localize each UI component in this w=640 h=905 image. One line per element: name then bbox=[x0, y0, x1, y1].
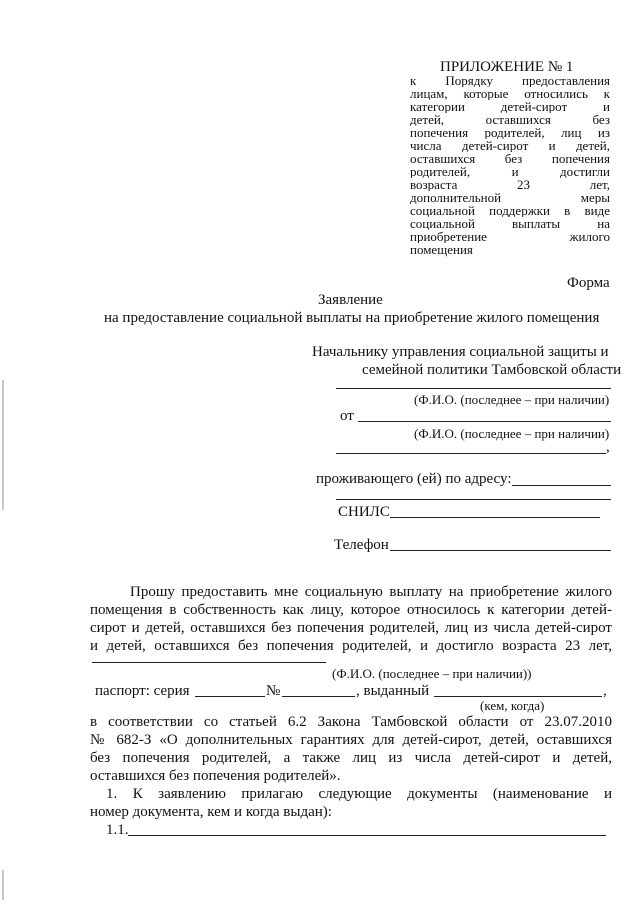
appendix-title: ПРИЛОЖЕНИЕ № 1 bbox=[440, 59, 574, 75]
law-paragraph-line: № 682-З «О дополнительных гарантиях для детей-сирот, детей, оставшихся bbox=[90, 733, 612, 748]
appendix-line: приобретение жилого bbox=[410, 230, 610, 243]
scan-margin-mark bbox=[2, 380, 4, 510]
appendix-line: социальной поддержки в виде bbox=[410, 204, 610, 217]
addressee-line2: семейной политики Тамбовской области bbox=[362, 362, 622, 378]
phone-label: Телефон bbox=[334, 537, 389, 553]
appendix-line: дополнительной меры bbox=[410, 191, 610, 204]
person-fio-field[interactable] bbox=[92, 662, 326, 663]
law-paragraph-line: оставшихся без попечения родителей». bbox=[90, 768, 341, 784]
passport-number-field[interactable] bbox=[282, 696, 355, 697]
phone-field[interactable] bbox=[390, 550, 611, 551]
issued-by-field[interactable] bbox=[434, 696, 602, 697]
request-paragraph-line: сирот и детей, оставшихся без попечения родителей, лиц из числа детей-сирот bbox=[90, 621, 612, 636]
form-label: Форма bbox=[567, 275, 610, 291]
appendix-line: детей, оставшихся без bbox=[410, 113, 610, 126]
item1-line: 1. К заявлению прилагаю следующие документы (наименование и bbox=[106, 787, 612, 802]
request-paragraph-line: и детей, оставшихся без попечения родителей, и достигло возраста 23 лет, bbox=[90, 639, 612, 654]
appendix-line: числа детей-сирот и детей, bbox=[410, 139, 610, 152]
applicant-fio-field[interactable] bbox=[358, 421, 611, 422]
appendix-line: лицам, которые относились к bbox=[410, 87, 610, 100]
address-label: проживающего (ей) по адресу: bbox=[316, 471, 512, 487]
scan-margin-mark-bottom bbox=[2, 870, 4, 900]
request-paragraph-line: помещения в собственность как лицу, которое относилось к категории детей- bbox=[90, 603, 612, 618]
appendix-line: оставшихся без попечения bbox=[410, 152, 610, 165]
address-field[interactable] bbox=[512, 485, 611, 486]
document-1-field[interactable] bbox=[128, 835, 606, 836]
from-label: от bbox=[340, 408, 354, 424]
passport-series-label: паспорт: серия bbox=[95, 683, 190, 699]
request-paragraph-line: Прошу предоставить мне социальную выплату на приобретение жилого bbox=[130, 585, 612, 600]
issued-label: , выданный bbox=[356, 683, 430, 699]
issued-hint: (кем, когда) bbox=[480, 698, 545, 713]
addressee-line1: Начальнику управления социальной защиты и bbox=[312, 344, 609, 360]
snils-field[interactable] bbox=[390, 517, 600, 518]
applicant-extra-field[interactable] bbox=[336, 453, 606, 454]
appendix-line: к Порядку предоставления bbox=[410, 74, 610, 87]
address-field-line2[interactable] bbox=[336, 499, 611, 500]
comma: , bbox=[603, 683, 607, 699]
passport-series-field[interactable] bbox=[195, 696, 265, 697]
appendix-line: помещения bbox=[410, 242, 473, 257]
addressee-fio-field[interactable] bbox=[336, 388, 611, 389]
passport-number-label: № bbox=[266, 683, 281, 699]
appendix-line: возраста 23 лет, bbox=[410, 178, 610, 191]
item1-line: номер документа, кем и когда выдан): bbox=[90, 804, 332, 820]
applicant-fio-hint: (Ф.И.О. (последнее – при наличии) bbox=[414, 426, 610, 441]
law-paragraph-line: в соответствии со статьей 6.2 Закона Тамбовской области от 23.07.2010 bbox=[90, 715, 612, 730]
snils-label: СНИЛС bbox=[338, 504, 390, 520]
document-subtitle: на предоставление социальной выплаты на приобретение жилого помещения bbox=[104, 310, 600, 326]
appendix-line: родителей, и достигли bbox=[410, 165, 610, 178]
appendix-line: категории детей-сирот и bbox=[410, 100, 610, 113]
appendix-line: социальной выплаты на bbox=[410, 217, 610, 230]
item11-label: 1.1. bbox=[106, 822, 129, 838]
document-title: Заявление bbox=[318, 292, 383, 308]
law-paragraph-line: без попечения родителей, а также лиц из числа детей-сирот и детей, bbox=[90, 751, 612, 766]
comma: , bbox=[606, 439, 610, 455]
person-fio-hint: (Ф.И.О. (последнее – при наличии)) bbox=[332, 666, 532, 681]
appendix-line: попечения родителей, лиц из bbox=[410, 126, 610, 139]
addressee-fio-hint: (Ф.И.О. (последнее – при наличии) bbox=[414, 392, 610, 407]
